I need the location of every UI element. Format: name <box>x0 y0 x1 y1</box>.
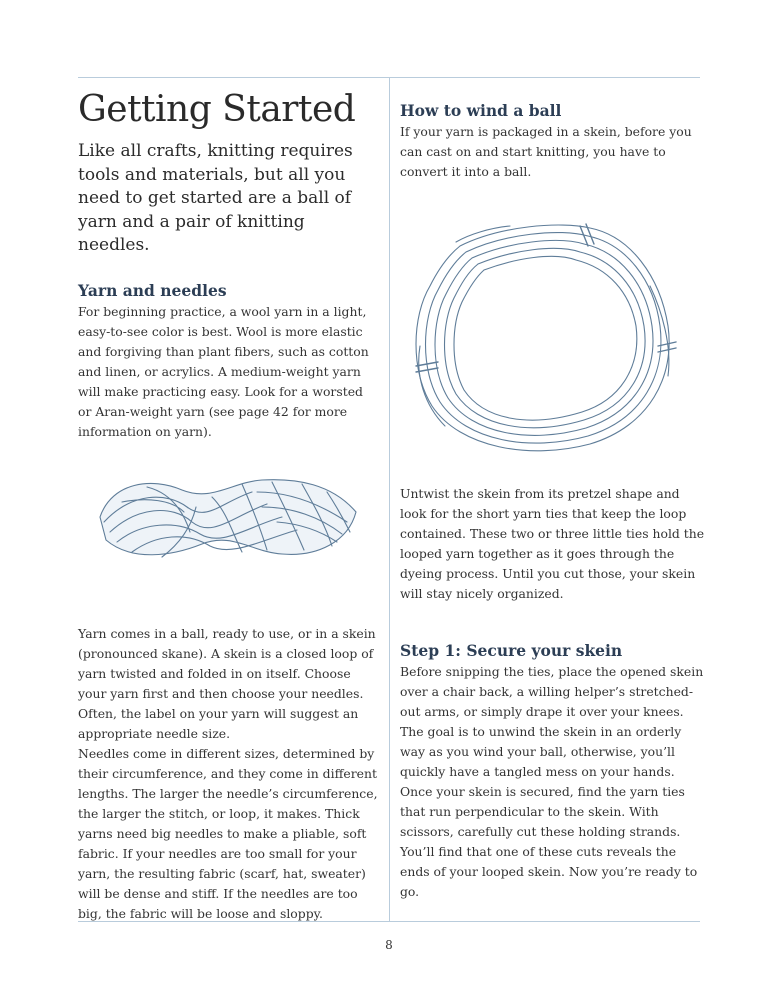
step1-paragraph: Before snipping the ties, place the opened skein over a chair back, a willing helper’s stretched-out arms, or simply drape it over your knees. The goal is to unwind the skein in an orderly way as you wind your ball, otherwise, you’ll quickly have a tangled mess on your hands. <box>400 664 704 779</box>
yarn-heading: Yarn and needles <box>78 280 227 300</box>
wind-paragraph: If your yarn is packaged in a skein, before you can cast on and start knitting, you have to convert it into a ball. <box>400 124 692 179</box>
step1-heading: Step 1: Secure your skein <box>400 641 623 660</box>
untwist-paragraph: Untwist the skein from its pretzel shape and look for the short yarn ties that keep the loop contained. These two or three little ties hold the looped yarn together as it goes through the dyeing process. Until you cut those, your skein will stay nicely organized. <box>400 486 705 601</box>
twisted-skein-illustration <box>92 462 364 572</box>
page-number: 8 <box>385 938 393 952</box>
secured-paragraph: Once your skein is secured, find the yarn ties that run perpendicular to the skein. With scissors, carefully cut these holding strands. You’ll find that one of these cuts reveals the ends of your looped skein. Now you’re ready to go. <box>400 784 698 899</box>
needles-paragraph: Needles come in different sizes, determined by their circumference, and they come in different lengths. The larger the needle’s circumference, the larger the stitch, or loop, it makes. Thick yarns need big needles to make a pliable, soft fabric. If your needles are too small for your yarn, the resulting fabric (scarf, hat, sweater) will be dense and stiff. If the needles are too big, the fabric will be loose and sloppy. <box>78 745 378 921</box>
skein-paragraph: Yarn comes in a ball, ready to use, or in a skein (pronounced skane). A skein is a closed loop of yarn twisted and folded in on itself. Choose your yarn first and then choose your needles. Often, the label on your yarn will suggest an appropriate needle size. <box>78 625 376 741</box>
page-title: Getting Started <box>78 89 356 130</box>
yarn-paragraph: For beginning practice, a wool yarn in a light, easy-to-see color is best. Wool is more elastic and forgiving than plant fibers, such as cotton and linen, or acrylics. A medium-weight yarn will make practicing easy. Look for a worsted or Aran-weight yarn (see page 42 for more information on yarn). <box>78 303 369 439</box>
column-divider <box>389 78 390 921</box>
intro-text: Like all crafts, knitting requires tools and materials, but all you need to get started are a ball of yarn and a pair of knitting needles. <box>78 141 353 255</box>
wind-heading: How to wind a ball <box>400 101 562 120</box>
open-skein-loop-illustration <box>400 216 700 462</box>
